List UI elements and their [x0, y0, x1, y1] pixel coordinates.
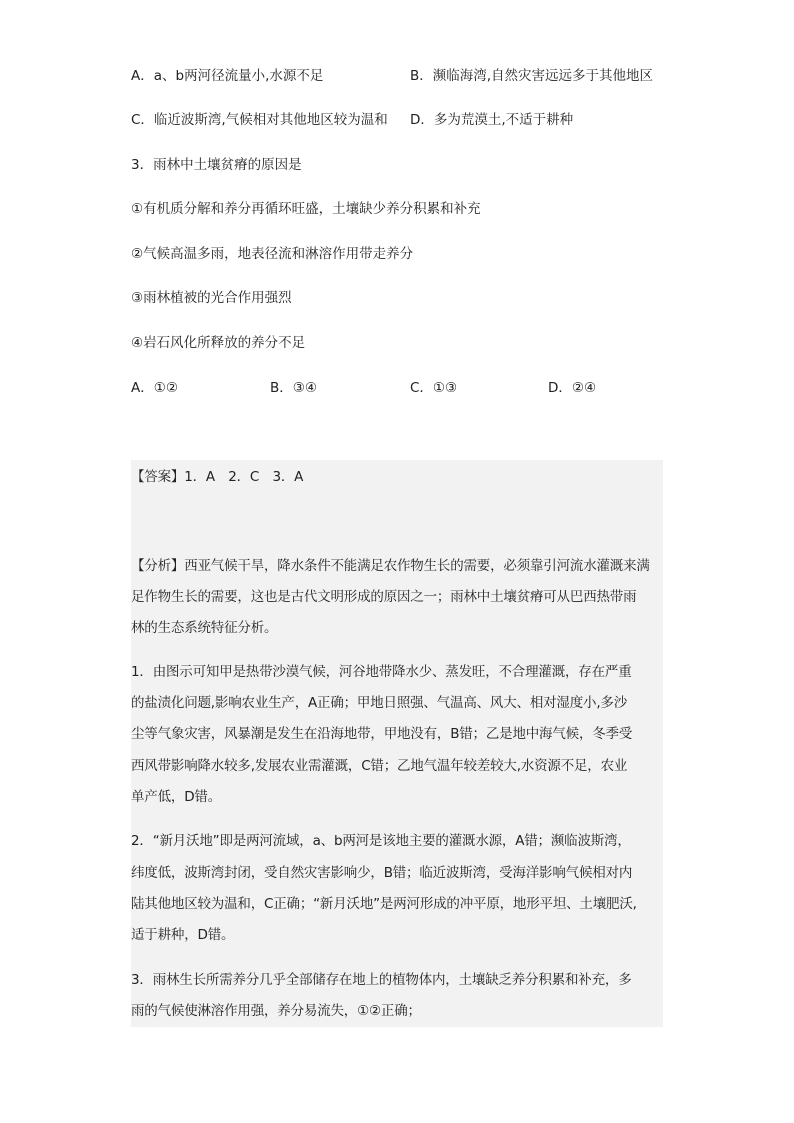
- q2-option-b: B．濒临海湾,自然灾害远远多于其他地区: [410, 68, 654, 84]
- analysis-p1-line: 的盐渍化问题,影响农业生产，A正确；甲地日照强、气温高、风大、相对湿度小,多沙: [131, 695, 628, 711]
- answer-line: 【答案】1．A 2．C 3．A: [131, 469, 304, 485]
- analysis-p3-line: 3．雨林生长所需养分几乎全部储存在地上的植物体内，土壤缺乏养分积累和补充，多: [131, 972, 632, 988]
- q2-option-a: A．a、b两河径流量小,水源不足: [131, 68, 324, 84]
- analysis-p2-line: 2．“新月沃地”即是两河流域，a、b两河是该地主要的灌溉水源，A错；濒临波斯湾，: [131, 833, 631, 849]
- analysis-p3-line: 雨的气候使淋溶作用强，养分易流失，①②正确；: [131, 1003, 421, 1019]
- analysis-intro-line: 林的生态系统特征分析。: [131, 620, 278, 636]
- q3-option-b: B．③④: [270, 380, 317, 396]
- q3-item-4: ④岩石风化所释放的养分不足: [131, 335, 306, 351]
- q3-item-1: ①有机质分解和养分再循环旺盛，土壤缺少养分积累和补充: [131, 201, 481, 217]
- q3-stem: 3．雨林中土壤贫瘠的原因是: [131, 157, 302, 173]
- analysis-p1-line: 尘等气象灾害，风暴潮是发生在沿海地带，甲地没有，B错；乙是地中海气候，冬季受: [131, 726, 633, 742]
- q2-option-d: D．多为荒漠土,不适于耕种: [410, 112, 574, 128]
- q3-option-d: D．②④: [548, 380, 597, 396]
- q3-item-2: ②气候高温多雨，地表径流和淋溶作用带走养分: [131, 246, 414, 262]
- analysis-p1-line: 西风带影响降水较多,发展农业需灌溉，C错；乙地气温年较差较大,水资源不足，农业: [131, 758, 628, 774]
- analysis-p2-line: 适于耕种，D错。: [131, 927, 235, 943]
- q3-option-c: C．①③: [410, 380, 458, 396]
- q3-option-a: A．①②: [131, 380, 178, 396]
- q3-item-3: ③雨林植被的光合作用强烈: [131, 290, 292, 306]
- q2-option-c: C．临近波斯湾,气候相对其他地区较为温和: [131, 112, 388, 128]
- analysis-p2-line: 纬度低，波斯湾封闭，受自然灾害影响少，B错；临近波斯湾，受海洋影响气候相对内: [131, 865, 633, 881]
- analysis-p1-line: 单产低，D错。: [131, 789, 221, 805]
- analysis-intro-line: 【分析】西亚气候干旱，降水条件不能满足农作物生长的需要，必须靠引河流水灌溉来满: [131, 558, 650, 574]
- analysis-intro-line: 足作物生长的需要，这也是古代文明形成的原因之一；雨林中土壤贫瘠可从巴西热带雨: [131, 589, 637, 605]
- analysis-p1-line: 1．由图示可知甲是热带沙漠气候，河谷地带降水少、蒸发旺，不合理灌溉，存在严重: [131, 664, 632, 680]
- analysis-p2-line: 陆其他地区较为温和，C正确；“新月沃地”是两河形成的冲平原，地形平坦、土壤肥沃,: [131, 896, 637, 912]
